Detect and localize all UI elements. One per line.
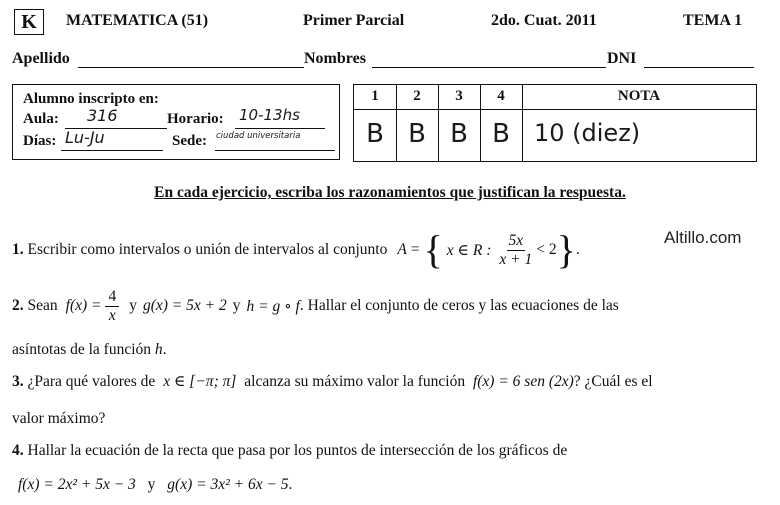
question-number: 1.: [12, 241, 24, 258]
instructions: En cada ejercicio, escriba los razonamientos que justifican la respuesta.: [154, 184, 626, 201]
question-number: 4.: [12, 442, 24, 459]
grade-value-3: B: [450, 119, 468, 149]
grade-value-4: B: [492, 119, 510, 149]
dni-field[interactable]: [644, 51, 754, 68]
horario-label: Horario:: [167, 111, 224, 127]
dias-label: Días:: [23, 133, 57, 149]
fraction-numerator: 5x: [508, 231, 524, 249]
tema-letter-box: K: [14, 9, 44, 35]
h-definition: h = g ∘ f: [246, 297, 300, 315]
question-text: ¿Para qué valores de: [27, 373, 156, 390]
question-text: Escribir como intervalos o unión de intervalos al conjunto: [27, 241, 388, 258]
grade-header-4: 4: [497, 88, 505, 104]
aula-value: 316: [87, 106, 118, 125]
term-label: 2do. Cuat. 2011: [491, 12, 597, 29]
grade-header-2: 2: [413, 88, 421, 104]
aula-label: Aula:: [23, 111, 59, 127]
grade-header-3: 3: [455, 88, 463, 104]
question-text: valor máximo?: [12, 410, 106, 427]
g-definition: g(x) = 3x² + 6x − 5: [167, 476, 289, 493]
question-4: [12, 442, 567, 460]
horario-value: 10-13hs: [239, 106, 300, 124]
nota-header: NOTA: [617, 88, 661, 104]
grade-table: [353, 84, 757, 162]
dias-value: Lu-Ju: [65, 128, 105, 147]
fraction-numerator: 4: [105, 288, 119, 307]
question-2: [12, 284, 619, 328]
course-title: MATEMATICA (51): [66, 12, 209, 29]
conjunction: y: [129, 297, 137, 314]
sede-value: ciudad universitaria: [216, 131, 301, 141]
grade-header-divider: [354, 109, 756, 110]
dni-label: DNI: [607, 50, 637, 67]
question-text: ? ¿Cuál es el: [573, 373, 653, 390]
fraction-denominator: x: [108, 306, 116, 324]
g-definition: g(x) = 5x + 2: [142, 297, 227, 314]
apellido-label: Apellido: [12, 50, 70, 67]
left-brace: {: [423, 227, 443, 272]
question-lead: Sean: [27, 297, 58, 314]
h-variable: h: [154, 341, 163, 358]
question-text: Hallar la ecuación de la recta que pasa por los puntos de intersección de los gráficos de: [27, 442, 568, 459]
exam-title: Primer Parcial: [303, 12, 405, 29]
interval: x ∈ [−π; π]: [163, 373, 237, 390]
right-brace: }: [556, 227, 576, 272]
question-text: alcanza su máximo valor la función: [244, 373, 466, 390]
function-definition: f(x) = 6 sen (2x): [472, 373, 574, 390]
question-number: 2.: [12, 297, 24, 314]
grade-value-2: B: [408, 119, 426, 149]
nota-value: 10 (diez): [534, 119, 641, 147]
watermark: Altillo.com: [664, 228, 742, 247]
set-variable: x ∈ R :: [446, 241, 492, 259]
grade-value-1: B: [366, 119, 384, 149]
period: .: [288, 476, 293, 493]
tema-label: TEMA 1: [683, 12, 743, 29]
fraction: [499, 232, 532, 269]
fraction: [105, 288, 119, 325]
apellido-field[interactable]: [78, 51, 304, 68]
question-number: 3.: [12, 373, 24, 390]
grade-header-1: 1: [371, 88, 379, 104]
question-1: 1. Escribir como intervalos o unión de intervalos al conjunto A = { x ∈ R : $\frac{5x}{x + 1}$ < 2 } .: [12, 227, 580, 272]
fraction-denominator: x + 1: [499, 250, 533, 268]
inequality: < 2: [536, 241, 557, 258]
question-3-line-2: [12, 410, 105, 428]
sede-label: Sede:: [172, 133, 207, 149]
nombres-label: Nombres: [304, 50, 366, 67]
question-text: asíntotas de la función: [12, 341, 152, 358]
question-4-line-2: [18, 476, 292, 494]
question-2-line-2: [12, 341, 167, 359]
f-definition: f(x) = 2x² + 5x − 3: [18, 476, 136, 493]
enrollment-box: [12, 84, 340, 160]
set-name: A: [397, 241, 407, 258]
conjunction: y: [147, 476, 156, 493]
equals-sign: =: [410, 241, 420, 258]
f-definition-lhs: f(x) =: [65, 297, 102, 314]
period: .: [162, 341, 167, 358]
enrollment-title: Alumno inscripto en:: [23, 91, 159, 107]
nombres-field[interactable]: [372, 51, 606, 68]
question-text: . Hallar el conjunto de ceros y las ecuaciones de las: [299, 297, 619, 314]
question-3: [12, 372, 653, 391]
conjunction: y: [232, 297, 241, 314]
